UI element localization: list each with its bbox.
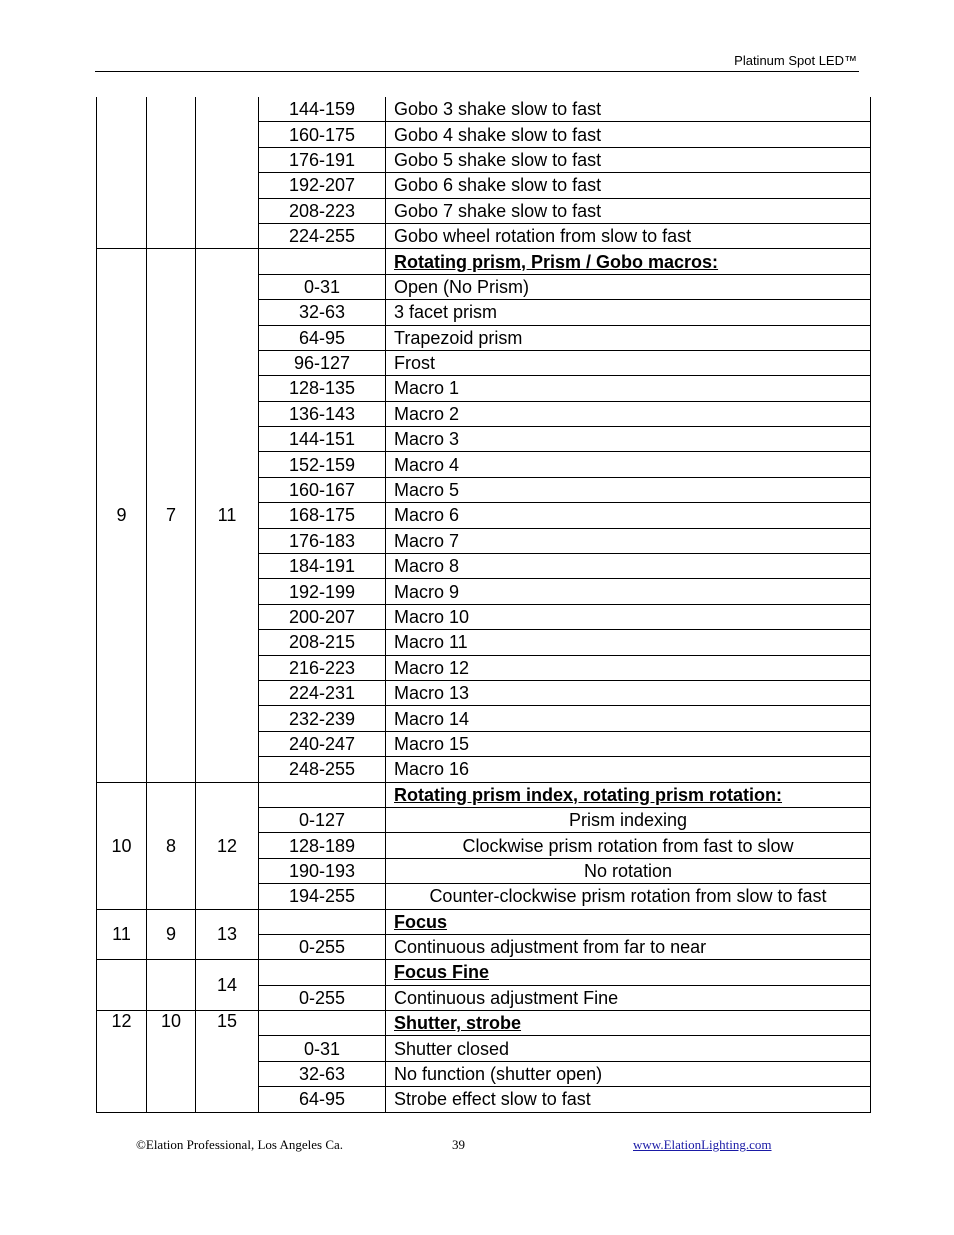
channel-cell: [147, 960, 196, 1011]
value-cell: 0-31: [259, 274, 386, 299]
value-cell: 0-127: [259, 807, 386, 832]
section-heading-row: [97, 909, 871, 934]
function-cell: Macro 14: [386, 706, 871, 731]
section-heading: Shutter, strobe: [386, 1011, 871, 1036]
function-cell: Shutter closed: [386, 1036, 871, 1061]
section-heading-row: [97, 1011, 871, 1036]
channel-cell: [97, 97, 147, 249]
dmx-channel-table: [96, 97, 871, 1113]
value-cell: 32-63: [259, 300, 386, 325]
channel-cell: 10: [97, 782, 147, 909]
function-cell: No rotation: [386, 858, 871, 883]
value-cell: 128-135: [259, 376, 386, 401]
value-cell: 224-255: [259, 223, 386, 248]
function-cell: Trapezoid prism: [386, 325, 871, 350]
channel-cell: [97, 960, 147, 1011]
channel-cell: 12: [97, 1011, 147, 1113]
section-heading: Focus Fine: [386, 960, 871, 985]
table-row: [97, 97, 871, 122]
value-cell: [259, 960, 386, 985]
value-cell: 216-223: [259, 655, 386, 680]
function-cell: Continuous adjustment Fine: [386, 985, 871, 1010]
function-cell: Continuous adjustment from far to near: [386, 934, 871, 959]
function-cell: Gobo 7 shake slow to fast: [386, 198, 871, 223]
function-cell: 3 facet prism: [386, 300, 871, 325]
channel-cell: 13: [196, 909, 259, 960]
function-cell: Macro 9: [386, 579, 871, 604]
footer-copyright: ©Elation Professional, Los Angeles Ca.: [136, 1137, 344, 1152]
value-cell: [259, 1011, 386, 1036]
header-rule: [95, 71, 859, 72]
value-cell: [259, 909, 386, 934]
channel-cell: 9: [97, 249, 147, 782]
channel-cell: [147, 97, 196, 249]
value-cell: 0-255: [259, 934, 386, 959]
function-cell: Macro 7: [386, 528, 871, 553]
section-heading-row: [97, 960, 871, 985]
channel-cell: 10: [147, 1011, 196, 1113]
function-cell: Clockwise prism rotation from fast to slow: [386, 833, 871, 858]
channel-cell: 11: [196, 249, 259, 782]
value-cell: 144-151: [259, 427, 386, 452]
value-cell: 192-199: [259, 579, 386, 604]
function-cell: Macro 12: [386, 655, 871, 680]
value-cell: 194-255: [259, 884, 386, 909]
value-cell: 152-159: [259, 452, 386, 477]
value-cell: 160-167: [259, 477, 386, 502]
value-cell: 240-247: [259, 731, 386, 756]
function-cell: No function (shutter open): [386, 1061, 871, 1086]
value-cell: 176-191: [259, 147, 386, 172]
page-header-title: Platinum Spot LED™: [734, 53, 857, 68]
value-cell: 160-175: [259, 122, 386, 147]
value-cell: 190-193: [259, 858, 386, 883]
function-cell: Prism indexing: [386, 807, 871, 832]
function-cell: Macro 1: [386, 376, 871, 401]
section-heading: Focus: [386, 909, 871, 934]
function-cell: Macro 15: [386, 731, 871, 756]
function-cell: Macro 8: [386, 554, 871, 579]
channel-cell: 8: [147, 782, 196, 909]
channel-cell: 11: [97, 909, 147, 960]
value-cell: 176-183: [259, 528, 386, 553]
function-cell: Macro 11: [386, 630, 871, 655]
section-heading: Rotating prism, Prism / Gobo macros:: [386, 249, 871, 274]
value-cell: 64-95: [259, 325, 386, 350]
function-cell: Macro 10: [386, 604, 871, 629]
value-cell: 32-63: [259, 1061, 386, 1086]
channel-cell: 12: [196, 782, 259, 909]
value-cell: 64-95: [259, 1087, 386, 1112]
value-cell: 144-159: [259, 97, 386, 122]
value-cell: 200-207: [259, 604, 386, 629]
value-cell: 0-31: [259, 1036, 386, 1061]
function-cell: Macro 13: [386, 680, 871, 705]
function-cell: Gobo 4 shake slow to fast: [386, 122, 871, 147]
value-cell: 128-189: [259, 833, 386, 858]
function-cell: Macro 6: [386, 503, 871, 528]
function-cell: Counter-clockwise prism rotation from slow to fast: [386, 884, 871, 909]
value-cell: [259, 249, 386, 274]
value-cell: 96-127: [259, 350, 386, 375]
function-cell: Macro 5: [386, 477, 871, 502]
function-cell: Macro 16: [386, 757, 871, 782]
value-cell: 0-255: [259, 985, 386, 1010]
channel-cell: [196, 97, 259, 249]
function-cell: Macro 2: [386, 401, 871, 426]
value-cell: 192-207: [259, 173, 386, 198]
channel-cell: 7: [147, 249, 196, 782]
function-cell: Macro 3: [386, 427, 871, 452]
value-cell: 224-231: [259, 680, 386, 705]
value-cell: 208-215: [259, 630, 386, 655]
function-cell: Gobo 3 shake slow to fast: [386, 97, 871, 122]
function-cell: Macro 4: [386, 452, 871, 477]
value-cell: 208-223: [259, 198, 386, 223]
value-cell: [259, 782, 386, 807]
channel-cell: 9: [147, 909, 196, 960]
section-heading-row: [97, 782, 871, 807]
function-cell: Strobe effect slow to fast: [386, 1087, 871, 1112]
section-heading-row: [97, 249, 871, 274]
function-cell: Gobo wheel rotation from slow to fast: [386, 223, 871, 248]
footer-website-link[interactable]: www.ElationLighting.com: [633, 1137, 772, 1152]
function-cell: Gobo 5 shake slow to fast: [386, 147, 871, 172]
value-cell: 232-239: [259, 706, 386, 731]
value-cell: 248-255: [259, 757, 386, 782]
footer-page-number: 39: [452, 1137, 465, 1152]
section-heading: Rotating prism index, rotating prism rotation:: [386, 782, 871, 807]
value-cell: 184-191: [259, 554, 386, 579]
value-cell: 168-175: [259, 503, 386, 528]
function-cell: Open (No Prism): [386, 274, 871, 299]
channel-cell: 14: [196, 960, 259, 1011]
value-cell: 136-143: [259, 401, 386, 426]
channel-cell: 15: [196, 1011, 259, 1113]
function-cell: Gobo 6 shake slow to fast: [386, 173, 871, 198]
function-cell: Frost: [386, 350, 871, 375]
